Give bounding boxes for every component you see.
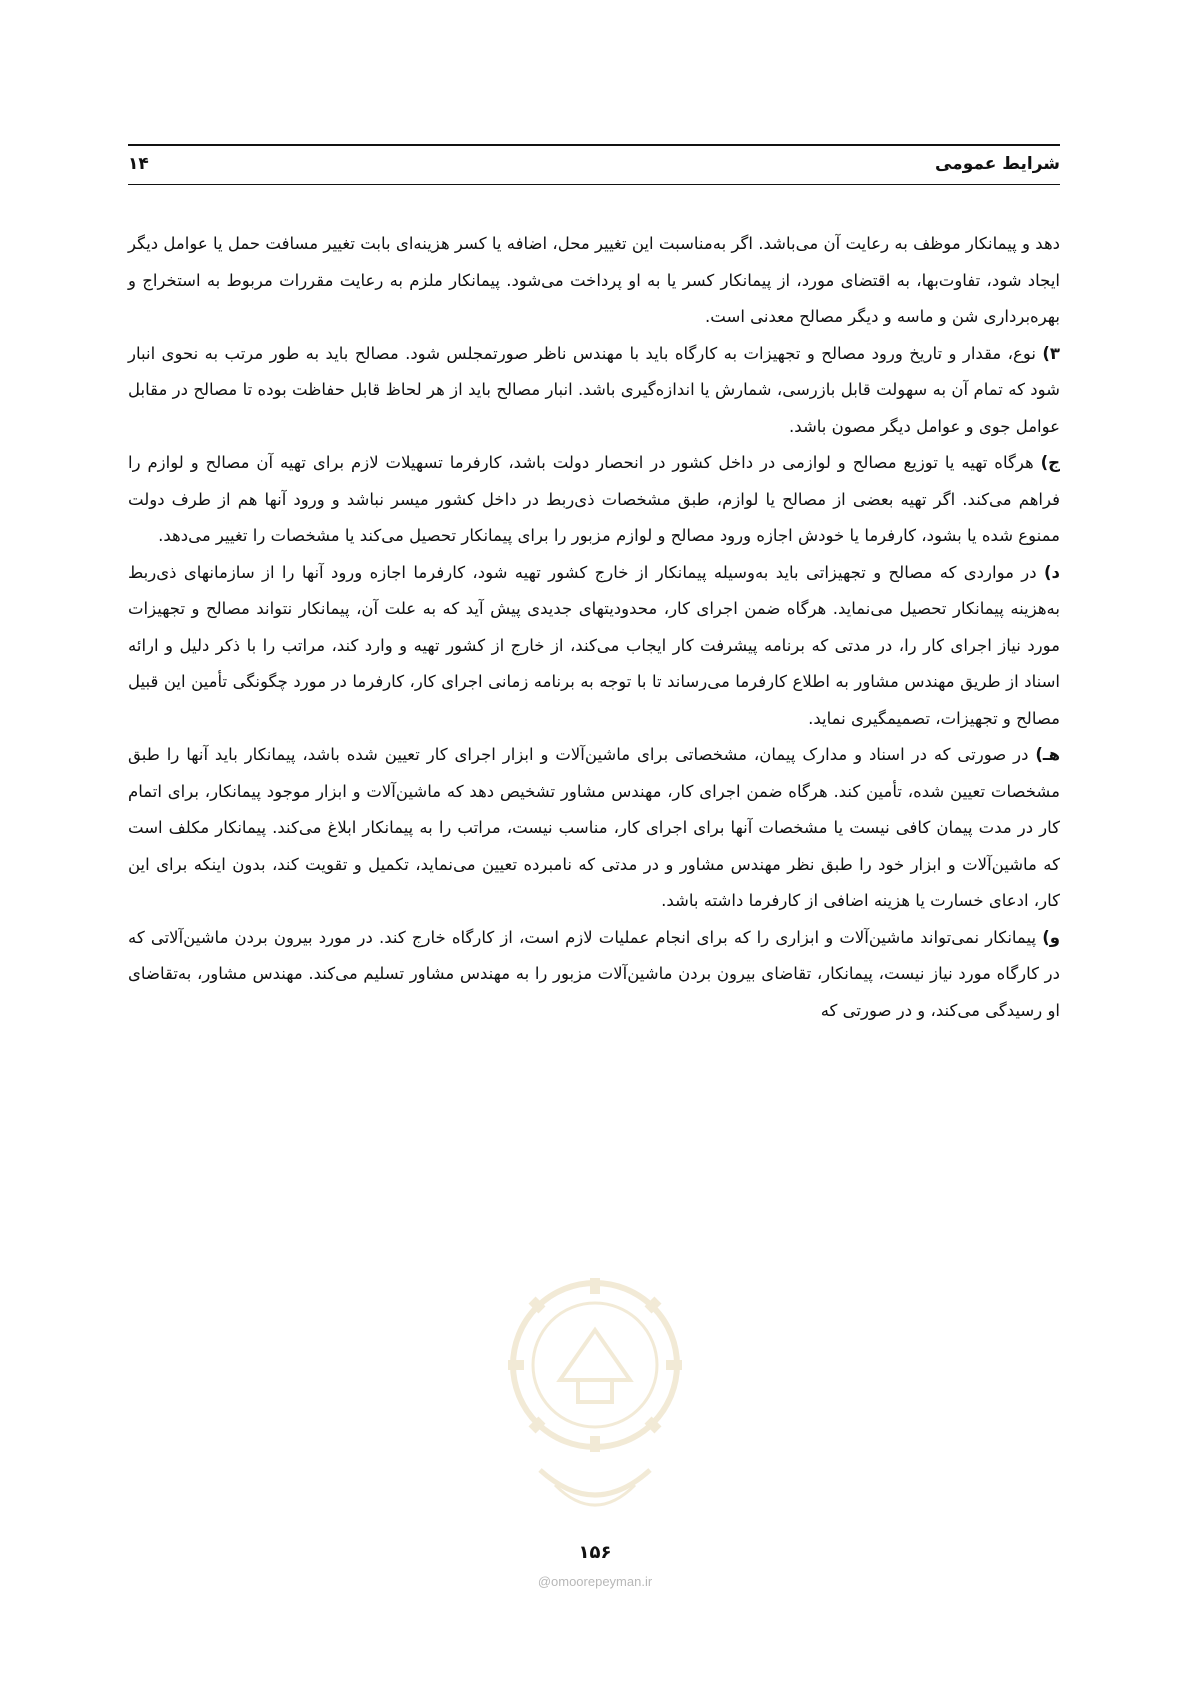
paragraph-item-3 <box>128 336 1060 446</box>
header-rule-bottom <box>128 184 1060 185</box>
paragraph-text: دهد و پیمانکار موظف به رعایت آن می‌باشد. اگر به‌مناسبت این تغییر محل، اضافه یا کسر هزینه‌ای بابت تغییر مسافت حمل یا عوامل دیگر ایجاد شود، تفاوت‌بها، به اقتضای مورد، از پیمانکار کسر یا به او پرداخت می‌شود. پیمانکار ملزم به رعایت مقررات مربوط به استخراج و بهره‌برداری شن و ماسه و دیگر مصالح معدنی است. <box>128 234 1060 326</box>
paragraph-item-dal <box>128 555 1060 738</box>
running-header <box>128 150 1060 178</box>
watermark-url: @omoorepeyman.ir <box>537 1574 653 1589</box>
page-folio: ۱۵۶ <box>578 1542 612 1563</box>
paragraph-text: در صورتی که در اسناد و مدارک پیمان، مشخصاتی برای ماشین‌آلات و ابزار اجرای کار تعیین شده باشد، پیمانکار باید آنها را طبق مشخصات تعیین شده، تأمین کند. هرگاه ضمن اجرای کار، مهندس مشاور تشخیص دهد که ماشین‌آلات و ابزار موجود پیمانکار، برای اتمام کار در مدت پیمان کافی نیست یا مشخصات آنها برای اجرای کار، مناسب نیست، مراتب را به پیمانکار ابلاغ می‌کند. پیمانکار مکلف است که ماشین‌آلات و ابزار خود را طبق نظر مهندس مشاور و در مدتی که نامبرده تعیین می‌نماید، تکمیل و تقویت کند، بدون اینکه برای این کار، ادعای خسارت یا هزینه اضافی از کارفرما داشته باشد. <box>128 745 1060 910</box>
header-rule-top <box>128 144 1060 146</box>
body-text <box>128 226 1060 1029</box>
paragraph-marker: د) <box>1043 562 1060 582</box>
header-title: شرایط عمومی <box>934 154 1060 174</box>
paragraph-item-jim <box>128 445 1060 555</box>
watermark-seal-icon <box>500 1270 690 1540</box>
paragraph-marker: و) <box>1042 927 1060 947</box>
paragraph-text: پیمانکار نمی‌تواند ماشین‌آلات و ابزاری را که برای انجام عملیات لازم است، از کارگاه خارج کند. در مورد بیرون بردن ماشین‌آلاتی که در کارگاه مورد نیاز نیست، پیمانکار، تقاضای بیرون بردن ماشین‌آلات مزبور را به مهندس مشاور تسلیم می‌کند. مهندس مشاور، به‌تقاضای او رسیدگی می‌کند، و در صورتی که <box>128 927 1060 1020</box>
paragraph-text: در مواردی که مصالح و تجهیزاتی باید به‌وسیله پیمانکار از خارج کشور تهیه شود، کارفرما اجازه ورود آنها را از سازمانهای ذی‌ربط به‌هزینه پیمانکار تحصیل می‌نماید. هرگاه ضمن اجرای کار، محدودیتهای جدیدی پیش آید که به علت آن، پیمانکار نتواند مصالح و تجهیزات مورد نیاز اجرای کار را، در مدتی که برنامه پیشرفت کار ایجاب می‌کند، از خارج از کشور تهیه و وارد کند، مراتب را با ذکر دلیل و ارائه اسناد از طریق مهندس مشاور به اطلاع کارفرما می‌رساند تا با توجه به برنامه زمانی اجرای کار، کارفرما در مورد چگونگی تأمین این قبیل مصالح و تجهیزات، تصمیمگیری نماید. <box>128 562 1060 728</box>
paragraph-marker: ج) <box>1040 453 1060 472</box>
paragraph-text: نوع، مقدار و تاریخ ورود مصالح و تجهیزات به کارگاه باید با مهندس ناظر صورتمجلس شود. مصالح باید به طور مرتب به نحوی انبار شود که تمام آن به سهولت قابل بازرسی، شمارش یا اندازه‌گیری باشد. انبار مصالح باید از هر لحاظ قابل حفاظت بوده تا مصالح در مقابل عوامل جوی و عوامل دیگر مصون باشد. <box>128 343 1060 436</box>
paragraph-continuation <box>128 226 1060 336</box>
paragraph-marker: هـ) <box>1035 745 1061 764</box>
paragraph-text: هرگاه تهیه یا توزیع مصالح و لوازمی در داخل کشور در انحصار دولت باشد، کارفرما تسهیلات لازم برای تهیه آن مصالح و لوازم را فراهم می‌کند. اگر تهیه بعضی از مصالح یا لوازم، طبق مشخصات ذی‌ربط در داخل کشور میسر نباشد و ورود آنها هم از طرف دولت ممنوع شده یا بشود، کارفرما یا خودش اجازه ورود مصالح و لوازم مزبور را برای پیمانکار تحصیل می‌کند یا مشخصات را تغییر می‌دهد. <box>128 453 1060 545</box>
paragraph-marker: ۳) <box>1042 343 1060 363</box>
paragraph-item-vav <box>128 920 1060 1030</box>
paragraph-item-he <box>128 737 1060 920</box>
header-page-number: ۱۴ <box>128 154 149 174</box>
